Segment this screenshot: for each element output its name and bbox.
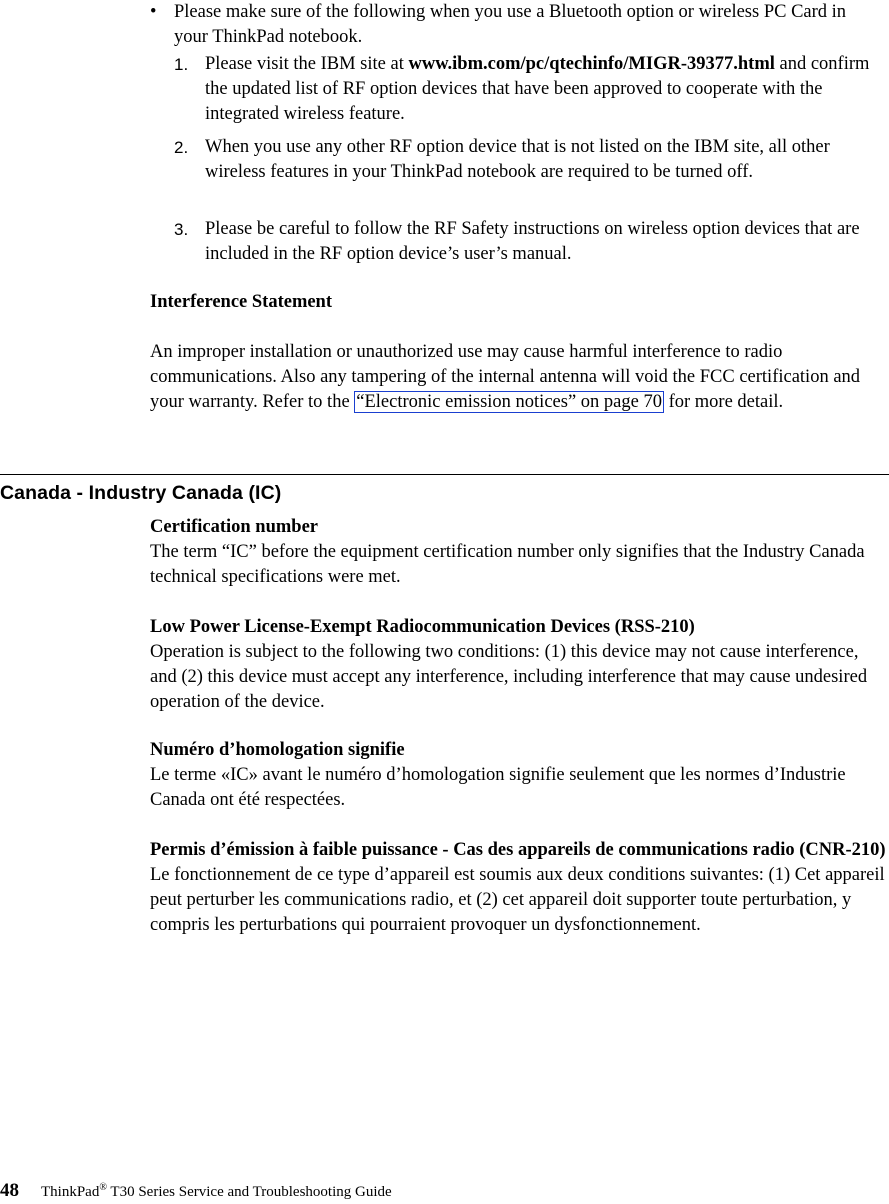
section-divider [0,474,889,475]
emission-notices-link[interactable]: “Electronic emission notices” on page 70 [356,392,662,412]
page-footer [0,1181,392,1202]
cnr210-block [150,838,889,938]
registered-mark: ® [99,1182,107,1193]
step-number: 3. [174,220,189,239]
step-2 [174,135,879,185]
block-heading: Numéro d’homologation signifie [150,740,405,760]
block-text: Operation is subject to the following two conditions: (1) this device may not cause interference, and (2) this device must accept any interference, including interference that may cause undesired operation of the device. [150,642,868,712]
product-name: ThinkPad [41,1184,100,1200]
section-title: Canada - Industry Canada (IC) [0,482,282,504]
block-heading: Certification number [150,517,319,537]
interference-paragraph: An improper installation or unauthorized use may cause harmful interference to radio communications. Also any tampering of the internal antenna will void the FCC certification and your warranty. Refer to the “Electronic emission notices” on page 70 for more detail. [150,342,861,412]
bullet-item [150,0,870,50]
guide-title: T30 Series Service and Troubleshooting Guide [106,1184,392,1200]
certification-block [150,515,885,590]
step-number: 1. [174,55,189,74]
bullet-text: Please make sure of the following when you use a Bluetooth option or wireless PC Card in your ThinkPad notebook. [174,2,847,47]
rss210-block [150,615,885,715]
page-number: 48 [0,1180,19,1201]
homologation-block [150,738,885,813]
interference-heading: Interference Statement [150,292,333,312]
step-3 [174,217,879,267]
block-text: The term “IC” before the equipment certification number only signifies that the Industry Canada technical specifications were met. [150,542,865,587]
step-1 [174,52,879,127]
step-text: Please be careful to follow the RF Safety instructions on wireless option devices that are included in the RF option device’s user’s manual. [205,219,860,264]
block-text: Le fonctionnement de ce type d’appareil est soumis aux deux conditions suivantes: (1) Cet appareil peut perturber les communications radio, et (2) cet appareil doit supporter toute perturbation, y compris les perturbations qui pourraient provoquer un dysfonctionnement. [150,865,885,935]
block-text: Le terme «IC» avant le numéro d’homologation signifie seulement que les normes d’Industrie Canada ont été respectées. [150,765,846,810]
step-number: 2. [174,138,189,157]
block-heading: Low Power License-Exempt Radiocommunication Devices (RSS-210) [150,617,695,637]
block-heading: Permis d’émission à faible puissance - Cas des appareils de communications radio (CNR-210) [150,840,886,860]
bullet-icon: • [150,2,157,22]
step-text: When you use any other RF option device that is not listed on the IBM site, all other wireless features in your ThinkPad notebook are required to be turned off. [205,137,830,182]
ibm-url[interactable]: www.ibm.com/pc/qtechinfo/MIGR-39377.html [408,54,775,74]
step-text: Please visit the IBM site at www.ibm.com/pc/qtechinfo/MIGR-39377.html and confirm the updated list of RF option devices that have been approved to cooperate with the integrated wireless feature. [205,54,870,124]
